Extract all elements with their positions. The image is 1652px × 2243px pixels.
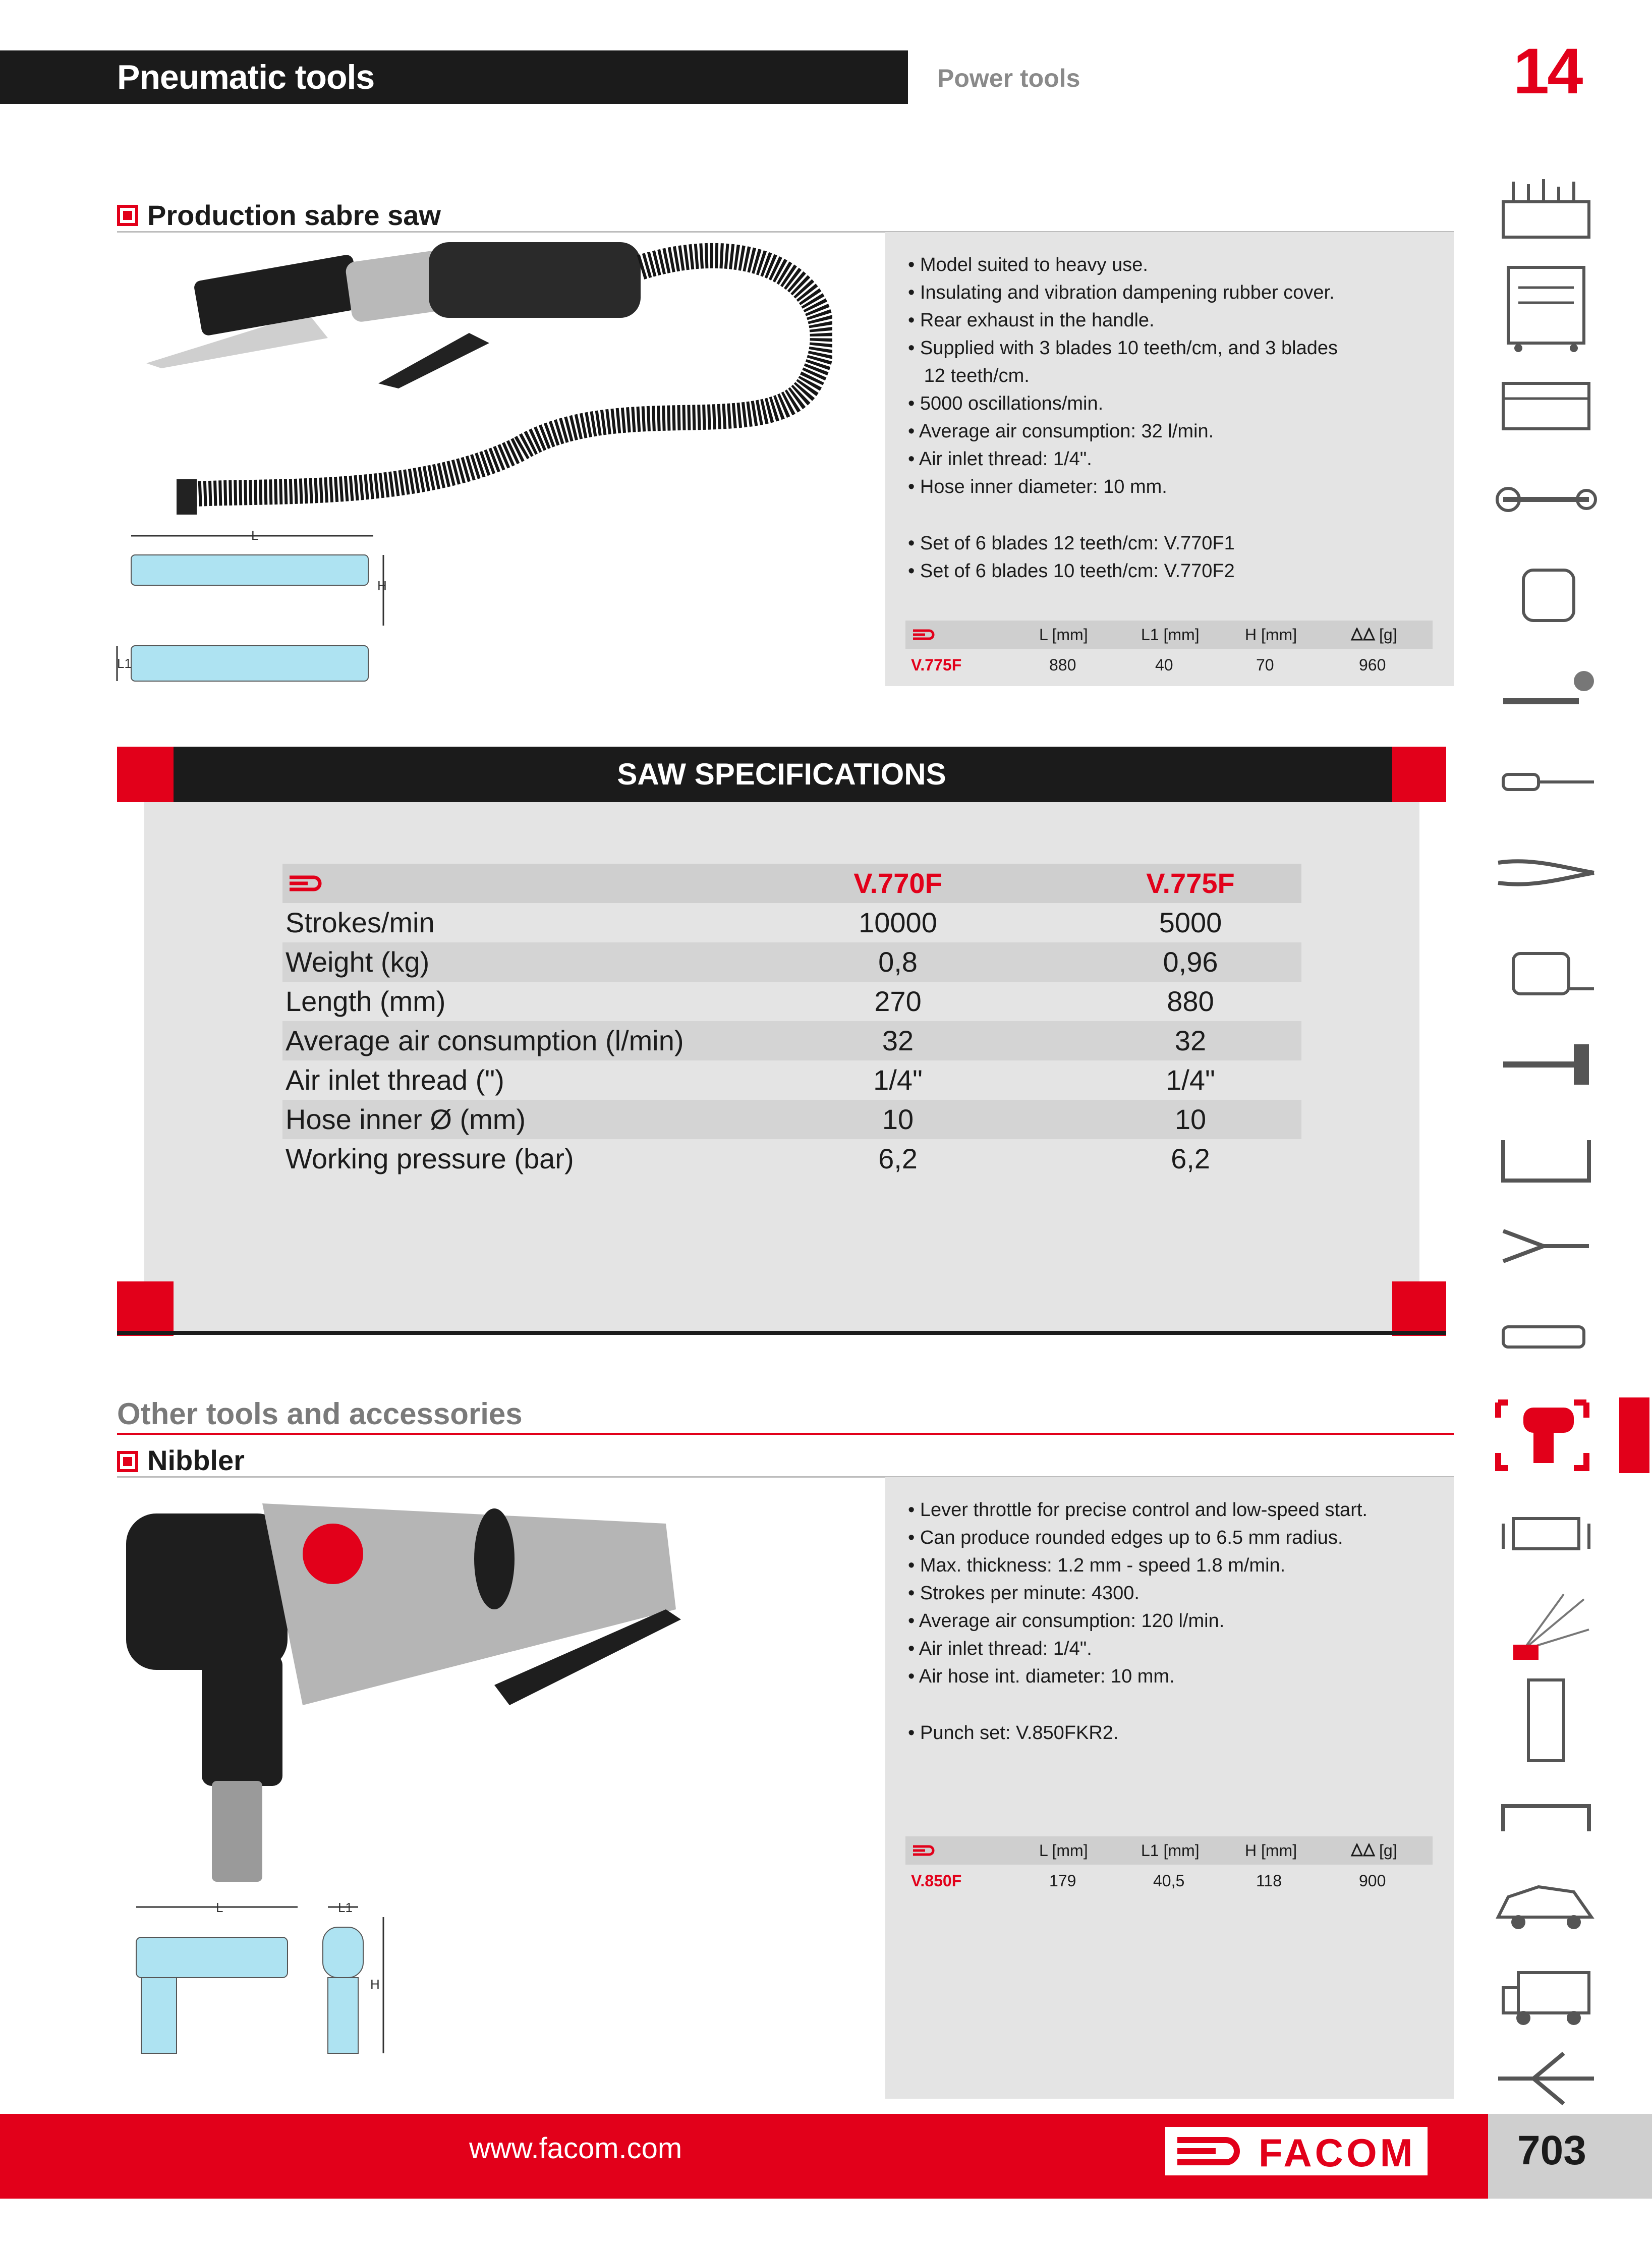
spec-value: 32 bbox=[1174, 1025, 1207, 1056]
brand-symbol-icon bbox=[1175, 2137, 1246, 2165]
handle-icon[interactable] bbox=[1493, 1796, 1599, 1836]
page-subtitle: Power tools bbox=[937, 64, 1080, 92]
hammer-icon[interactable] bbox=[1493, 1039, 1599, 1090]
page-title: Pneumatic tools bbox=[117, 58, 375, 96]
dim-label-l: L bbox=[216, 1900, 223, 1915]
spec-row bbox=[282, 903, 1301, 942]
saw-bullet: • Model suited to heavy use. bbox=[908, 254, 1148, 275]
spec-row bbox=[282, 1100, 1301, 1139]
saw-val-h: 70 bbox=[1256, 656, 1274, 674]
aircraft-icon[interactable] bbox=[1493, 2048, 1599, 2109]
spec-row bbox=[282, 942, 1301, 982]
spec-value: 6,2 bbox=[1171, 1143, 1210, 1174]
saw-val-l: 880 bbox=[1049, 656, 1076, 674]
car-icon[interactable] bbox=[1493, 1877, 1599, 1932]
spec-label: Working pressure (bar) bbox=[286, 1143, 574, 1174]
saw-dimension-drawing bbox=[111, 525, 393, 691]
tester-icon[interactable] bbox=[1493, 1322, 1599, 1352]
nibbler-dimension-drawing bbox=[121, 1897, 404, 2063]
reference-icon bbox=[289, 875, 324, 892]
dim-label-l1: L1 bbox=[338, 1900, 353, 1915]
saw-title: Production sabre saw bbox=[147, 199, 441, 231]
nibbler-bullet: • Lever throttle for precise control and low-speed start. bbox=[908, 1499, 1368, 1521]
nibbler-bullet: • Air inlet thread: 1/4". bbox=[908, 1638, 1092, 1659]
puller-icon[interactable] bbox=[1493, 1221, 1599, 1271]
saw-spec-title: SAW SPECIFICATIONS bbox=[617, 757, 946, 791]
spec-row bbox=[282, 982, 1301, 1021]
weight-icon bbox=[1350, 1843, 1377, 1857]
spec-label: Weight (kg) bbox=[286, 946, 430, 978]
section-marker-icon bbox=[117, 205, 138, 226]
nibbler-accessory: • Punch set: V.850FKR2. bbox=[908, 1722, 1119, 1744]
other-tools-rule bbox=[117, 1433, 1454, 1435]
spec-row bbox=[282, 1060, 1301, 1100]
saw-ref: V.775F bbox=[911, 656, 962, 674]
spec-col-v775f: V.775F bbox=[1146, 867, 1235, 899]
nibbler-val-weight: 900 bbox=[1359, 1872, 1386, 1890]
chapter-number: 14 bbox=[1513, 35, 1581, 107]
saw-val-l1: 40 bbox=[1155, 656, 1173, 674]
nibbler-val-l: 179 bbox=[1049, 1872, 1076, 1890]
spec-value: 0,8 bbox=[878, 946, 918, 978]
saw-accessory: • Set of 6 blades 10 teeth/cm: V.770F2 bbox=[908, 560, 1235, 582]
nibbler-ref: V.850F bbox=[911, 1872, 962, 1890]
saw-bullet: • Rear exhaust in the handle. bbox=[908, 310, 1155, 331]
nibbler-col-h: H [mm] bbox=[1245, 1841, 1297, 1860]
spec-value: 1/4" bbox=[1166, 1064, 1215, 1096]
brand-name: FACOM bbox=[1259, 2130, 1416, 2175]
spec-value: 0,96 bbox=[1163, 946, 1218, 978]
spec-value: 270 bbox=[874, 985, 922, 1017]
roller-cabinet-icon[interactable] bbox=[1493, 262, 1599, 353]
saw-col-h: H [mm] bbox=[1245, 626, 1297, 644]
spec-value: 880 bbox=[1167, 985, 1214, 1017]
nibbler-val-h: 118 bbox=[1256, 1872, 1282, 1890]
saw-accessory: • Set of 6 blades 12 teeth/cm: V.770F1 bbox=[908, 533, 1235, 554]
saw-val-weight: 960 bbox=[1359, 656, 1386, 674]
saw-col-l1: L1 [mm] bbox=[1141, 626, 1200, 644]
spec-value: 10000 bbox=[859, 907, 937, 938]
electrical-icon[interactable] bbox=[1493, 1675, 1599, 1766]
nibbler-col-l1: L1 [mm] bbox=[1141, 1841, 1200, 1860]
vice-icon[interactable] bbox=[1493, 1503, 1599, 1554]
spec-row bbox=[282, 1021, 1301, 1060]
saw-col-l: L [mm] bbox=[1039, 626, 1088, 644]
spec-value: 5000 bbox=[1159, 907, 1222, 938]
pliers-icon[interactable] bbox=[1493, 853, 1599, 893]
reference-icon bbox=[912, 629, 935, 641]
saw-bullet: • Insulating and vibration dampening rubber cover. bbox=[908, 282, 1335, 303]
nibbler-image bbox=[111, 1493, 716, 1907]
toolbox-icon[interactable] bbox=[1493, 373, 1599, 434]
nibbler-accessories bbox=[908, 1719, 1118, 1747]
spec-row bbox=[282, 1139, 1301, 1179]
safety-icon[interactable] bbox=[1493, 1589, 1599, 1670]
saw-bullet: • 5000 oscillations/min. bbox=[908, 393, 1104, 414]
spec-value: 6,2 bbox=[878, 1143, 918, 1174]
saw-col-weight: [g] bbox=[1379, 626, 1397, 644]
saw-bullet: • Average air consumption: 32 l/min. bbox=[908, 421, 1214, 442]
spec-label: Air inlet thread (") bbox=[286, 1064, 504, 1096]
tape-measure-icon[interactable] bbox=[1493, 948, 1599, 999]
spec-value: 10 bbox=[882, 1103, 914, 1135]
nibbler-col-weight: [g] bbox=[1379, 1841, 1397, 1860]
nibbler-bullet: • Air hose int. diameter: 10 mm. bbox=[908, 1666, 1175, 1687]
wrench-icon[interactable] bbox=[1493, 484, 1599, 515]
dim-label-h: H bbox=[370, 1977, 380, 1992]
saw-bullets bbox=[908, 251, 1338, 501]
nibbler-bullets bbox=[908, 1496, 1368, 1691]
other-tools-title: Other tools and accessories bbox=[117, 1397, 523, 1431]
hacksaw-icon[interactable] bbox=[1493, 1130, 1599, 1191]
spec-value: 10 bbox=[1174, 1103, 1207, 1135]
dim-label-l1: L1 bbox=[117, 656, 132, 671]
saw-spec-corner-bl bbox=[117, 1281, 174, 1336]
saw-accessories bbox=[908, 530, 1235, 585]
saw-spec-bottom-rule bbox=[117, 1331, 1446, 1335]
ratchet-icon[interactable] bbox=[1493, 666, 1599, 716]
saw-bullet: • Hose inner diameter: 10 mm. bbox=[908, 476, 1167, 497]
section-marker-icon bbox=[117, 1451, 138, 1472]
saw-bullet: 12 teeth/cm. bbox=[908, 365, 1030, 386]
tool-storage-icon[interactable] bbox=[1493, 177, 1599, 242]
nibbler-bullet: • Strokes per minute: 4300. bbox=[908, 1583, 1140, 1604]
spec-col-v770f: V.770F bbox=[853, 867, 942, 899]
saw-spec-corner-br bbox=[1392, 1281, 1446, 1336]
website-link[interactable]: www.facom.com bbox=[469, 2132, 682, 2165]
spec-label: Average air consumption (l/min) bbox=[286, 1025, 684, 1056]
page-number: 703 bbox=[1517, 2127, 1586, 2173]
active-category-tab bbox=[1619, 1397, 1649, 1473]
spec-label: Length (mm) bbox=[286, 985, 446, 1017]
spec-value: 1/4" bbox=[873, 1064, 923, 1096]
nibbler-bullet: • Max. thickness: 1.2 mm - speed 1.8 m/min. bbox=[908, 1555, 1286, 1576]
nibbler-bullet: • Can produce rounded edges up to 6.5 mm radius. bbox=[908, 1527, 1343, 1548]
nibbler-col-l: L [mm] bbox=[1039, 1841, 1088, 1860]
weight-icon bbox=[1350, 628, 1377, 641]
nibbler-title: Nibbler bbox=[147, 1444, 245, 1476]
dim-label-h: H bbox=[377, 578, 387, 593]
spec-value: 32 bbox=[882, 1025, 914, 1056]
nibbler-val-l1: 40,5 bbox=[1153, 1872, 1185, 1890]
nibbler-bullet: • Average air consumption: 120 l/min. bbox=[908, 1610, 1225, 1632]
truck-icon[interactable] bbox=[1493, 1968, 1599, 2028]
spec-label: Hose inner Ø (mm) bbox=[286, 1103, 526, 1135]
saw-bullet: • Supplied with 3 blades 10 teeth/cm, and 3 blades bbox=[908, 338, 1338, 359]
spec-label: Strokes/min bbox=[286, 907, 435, 938]
screwdriver-icon[interactable] bbox=[1493, 767, 1599, 797]
sabre-saw-image bbox=[116, 237, 832, 520]
dim-label-l: L bbox=[251, 528, 259, 543]
reference-icon bbox=[912, 1844, 935, 1857]
socket-icon[interactable] bbox=[1493, 565, 1599, 626]
saw-bullet: • Air inlet thread: 1/4". bbox=[908, 448, 1092, 470]
pneumatic-tool-icon[interactable] bbox=[1493, 1397, 1599, 1473]
